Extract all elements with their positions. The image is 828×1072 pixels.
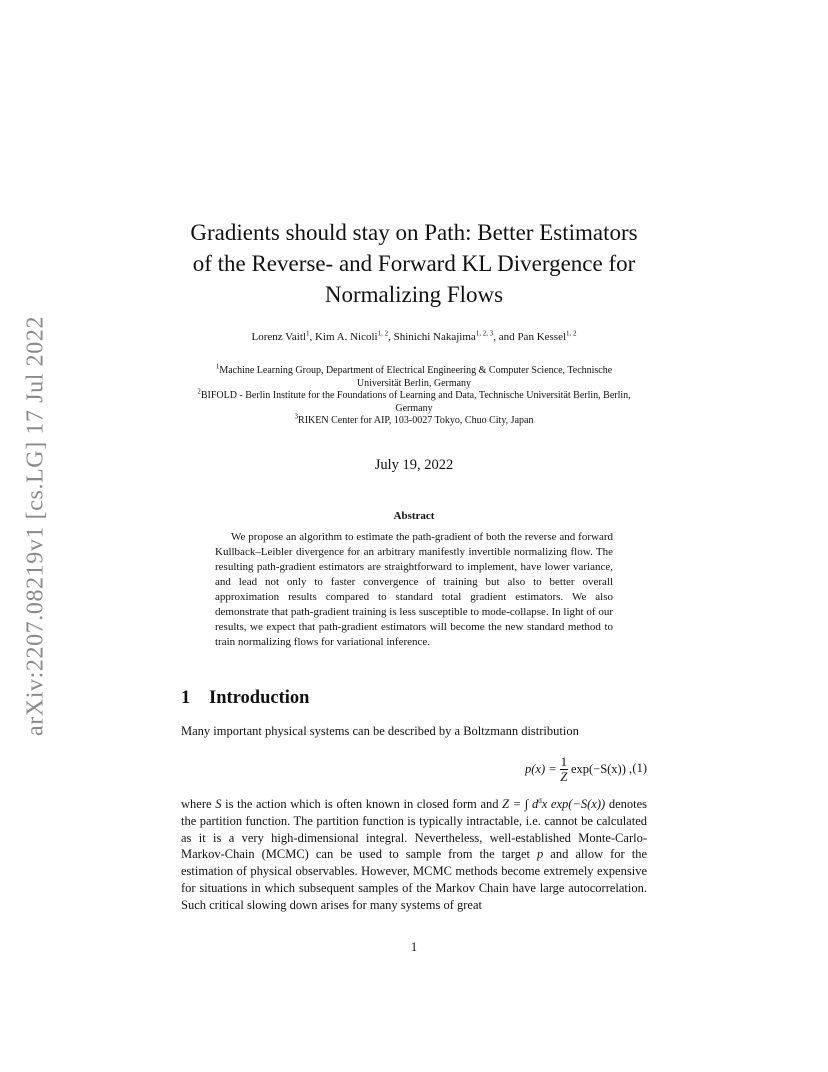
affiliations — [195, 362, 633, 428]
section-title: Introduction — [209, 688, 310, 708]
section-heading — [181, 688, 309, 709]
affiliation — [195, 362, 633, 390]
equation-1 — [181, 750, 647, 788]
abstract-heading: Abstract — [393, 510, 435, 522]
affiliation-number: 2 — [197, 387, 201, 396]
author-name: Pan Kessel — [517, 331, 567, 343]
text-run: denotes the partition function. The partition function is typically intractable, i.e. cannot be calculated as it is a very high-dimensional integral. Nevertheless, well-established Monte-Carlo-Markov-Chain (MCMC) can be used to sample from the target — [181, 797, 648, 862]
author-separator: , and — [493, 331, 518, 343]
arxiv-id: arXiv:2207.08219v1 [cs.LG] 17 Jul 2022 — [22, 315, 49, 737]
affiliation-number: 1 — [215, 362, 220, 371]
paper-title — [170, 217, 658, 310]
equation-fraction — [560, 755, 568, 784]
affiliation-text: RIKEN Center for AIP, 103-0027 Tokyo, Chuo City, Japan — [298, 415, 534, 426]
author-list — [170, 331, 658, 343]
math-var-p: p — [537, 847, 544, 862]
page-number: 1 — [410, 940, 418, 954]
fraction-numerator: 1 — [560, 754, 567, 769]
paper-date: July 19, 2022 — [374, 457, 454, 473]
fraction-denominator: Z — [560, 769, 568, 784]
affiliation-number: 3 — [294, 412, 299, 421]
equation-body — [525, 750, 632, 788]
body-paragraph — [181, 796, 647, 914]
affiliation — [195, 412, 633, 428]
title-line-3: Normalizing Flows — [324, 282, 504, 307]
text-run: and allow for the estimation of physical observables. However, MCMC methods become extremely expensive for situations in which subsequent samples of the Markov Chain have large autocorrelation. Such critical slowing down arises for many systems of great — [181, 847, 647, 912]
author-affil-sup: 1 — [305, 329, 310, 338]
equation-rhs: exp(−S(x)) , — [570, 761, 633, 776]
author-affil-sup: 1, 2 — [566, 329, 577, 338]
intro-sentence: Many important physical systems can be described by a Boltzmann distribution — [181, 724, 579, 738]
title-line-1: Gradients should stay on Path: Better Estimators — [190, 220, 638, 245]
section-number: 1 — [181, 688, 191, 708]
math-partition: Z = ∫ d — [502, 797, 539, 811]
author-affil-sup: 1, 2 — [377, 329, 389, 338]
affiliation — [195, 387, 633, 415]
text-run: is the action which is often known in closed form and — [221, 797, 503, 811]
affiliation-text: Machine Learning Group, Department of Electrical Engineering & Computer Science, Technische Universität Berlin, Germany — [219, 365, 613, 389]
author-name: Kim A. Nicoli — [314, 331, 378, 343]
abstract-text: We propose an algorithm to estimate the path-gradient of both the reverse and forward Kullback–Leibler divergence for an arbitrary manifestly invertible normalizing flow. The resulting path-gradient estimators are straightforward to implement, have lower variance, and lead not only to faster convergence of training but also to better overall approximation results compared to standard total gradient estimators. We also demonstrate that path-gradient training is less susceptible to mode-collapse. In light of our results, we expect that path-gradient estimators will become the new standard method to train normalizing flows for variational inference. — [215, 531, 613, 648]
math-var-s: S — [215, 797, 222, 811]
author-name: Lorenz Vaitl — [251, 331, 306, 343]
author-separator: , — [388, 331, 394, 343]
equation-lhs: p(x) = — [525, 761, 557, 776]
math-partition-rest: x exp(−S(x)) — [541, 797, 606, 811]
author-separator: , — [309, 331, 315, 343]
author-name: Shinichi Nakajima — [393, 331, 476, 343]
affiliation-text: BIFOLD - Berlin Institute for the Foundations of Learning and Data, Technische Universität Berlin, Berlin, Germany — [200, 390, 631, 414]
text-run: where — [181, 797, 216, 811]
title-line-2: of the Reverse- and Forward KL Divergence for — [192, 251, 636, 276]
author-affil-sup: 1, 2, 3 — [475, 329, 494, 338]
math-dim-sup: d — [538, 796, 542, 805]
equation-number: (1) — [632, 761, 647, 775]
arxiv-sidebar-stamp — [14, 295, 58, 757]
